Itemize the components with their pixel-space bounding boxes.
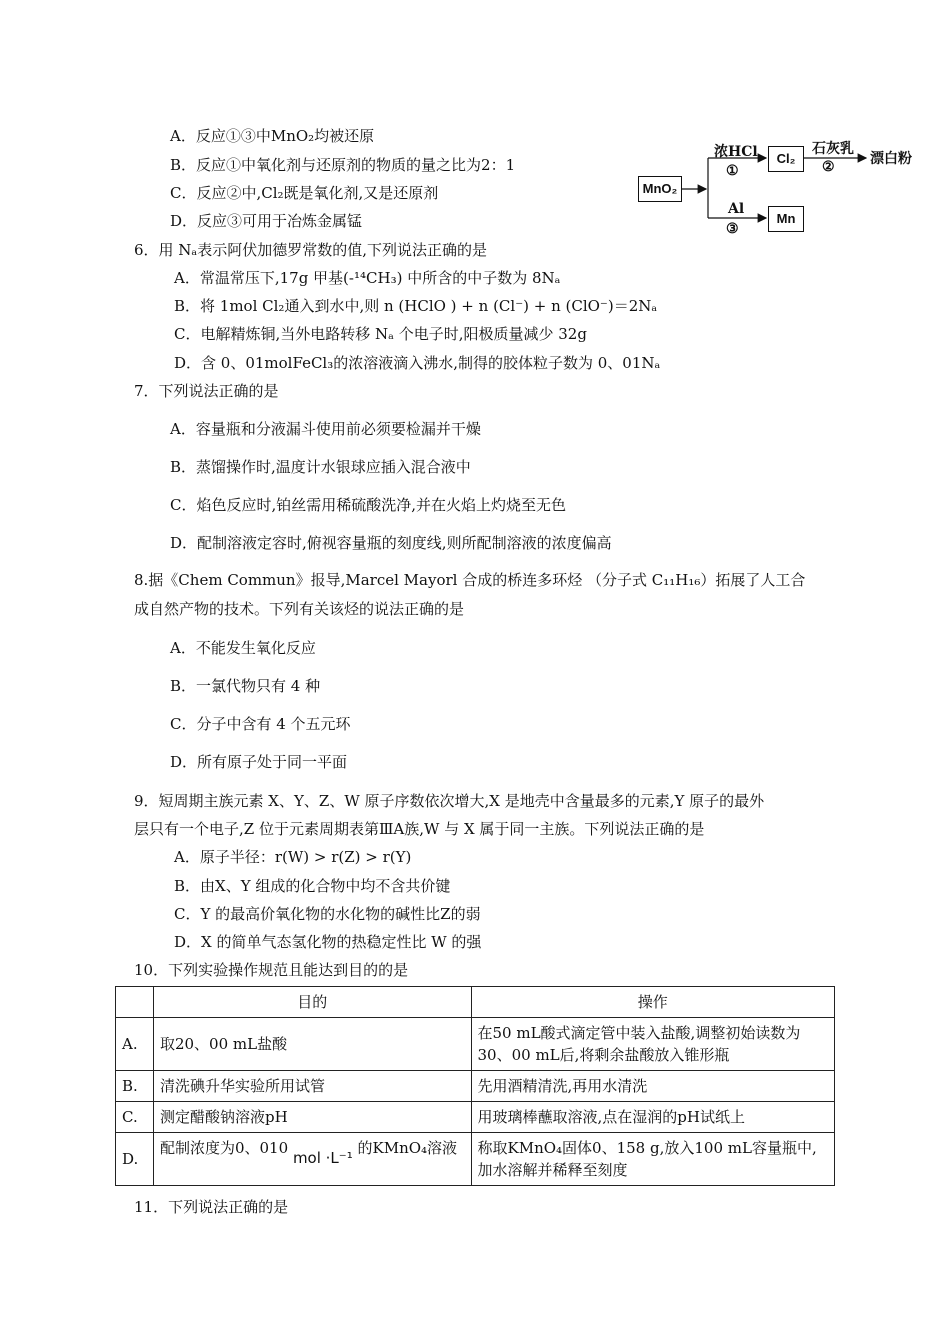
goal-prefix: 配制浓度为0、010: [159, 1139, 289, 1157]
q8-option-b: B．一氯代物只有 4 种: [170, 677, 321, 695]
row-operation: 在50 mL酸式滴定管中装入盐酸,调整初始读数为30、00 mL后,将剩余盐酸放入锥形瓶: [471, 1018, 834, 1071]
top-reagent-label: 浓HCl: [714, 144, 758, 160]
row-label: C.: [116, 1102, 154, 1133]
q6-option-b: B．将 1mol Cl₂通入到水中,则 n (HClO ) + n (Cl⁻) + n (ClO⁻)＝2Nₐ: [174, 297, 658, 315]
q6-option-d: D．含 0、01molFeCl₃的浓溶液滴入沸水,制得的胶体粒子数为 0、01Nₐ: [174, 354, 661, 372]
step-2-label: ②: [822, 159, 835, 175]
q8-stem-line2: 成自然产物的技术。下列有关该烃的说法正确的是: [134, 600, 465, 618]
row-goal: [153, 1133, 471, 1186]
table-row: [116, 1018, 835, 1071]
row-goal: 清洗碘升华实验所用试管: [153, 1071, 471, 1102]
row-operation: 用玻璃棒蘸取溶液,点在湿润的pH试纸上: [471, 1102, 834, 1133]
q7-option-b: B．蒸馏操作时,温度计水银球应插入混合液中: [170, 458, 471, 476]
row-label: D.: [116, 1133, 154, 1186]
q9-stem-line2: 层只有一个电子,Z 位于元素周期表第ⅢA族,W 与 X 属于同一主族。下列说法正确的是: [134, 820, 705, 838]
q10-table: [115, 986, 835, 1186]
row-operation: 称取KMnO₄固体0、158 g,放入100 mL容量瓶中,加水溶解并稀释至刻度: [471, 1133, 834, 1186]
q9-option-c: C．Y 的最高价氧化物的水化物的碱性比Z的弱: [174, 905, 481, 923]
table-header-row: [116, 987, 835, 1018]
q9-stem-line1: 9．短周期主族元素 X、Y、Z、W 原子序数依次增大,X 是地壳中含量最多的元素,Y 原子的最外: [134, 792, 765, 810]
row-goal: 取20、00 mL盐酸: [153, 1018, 471, 1071]
q9-option-d: D．X 的简单气态氢化物的热稳定性比 W 的强: [174, 933, 482, 951]
table-row: [116, 1071, 835, 1102]
table-row: [116, 1133, 835, 1186]
q5-option-b: B．反应①中氧化剂与还原剂的物质的量之比为2：1: [170, 156, 516, 174]
table-row: [116, 1102, 835, 1133]
bottom-reagent-label: Al: [728, 201, 745, 217]
q7-option-c: C．焰色反应时,铂丝需用稀硫酸洗净,并在火焰上灼烧至无色: [170, 496, 567, 514]
goal-unit: mol ·L⁻¹: [292, 1149, 353, 1167]
q8-option-a: A．不能发生氧化反应: [170, 639, 316, 657]
q5-option-c: C．反应②中,Cl₂既是氧化剂,又是还原剂: [170, 184, 439, 202]
mno2-box: MnO₂: [638, 176, 682, 202]
row-label: A.: [116, 1018, 154, 1071]
q5-option-a: A．反应①③中MnO₂均被还原: [170, 127, 375, 145]
mn-box: Mn: [768, 206, 804, 232]
q9-option-b: B．由X、Y 组成的化合物中均不含共价键: [174, 877, 451, 895]
q7-option-d: D．配制溶液定容时,俯视容量瓶的刻度线,则所配制溶液的浓度偏高: [170, 534, 612, 552]
q10-stem: 10．下列实验操作规范且能达到目的的是: [134, 961, 409, 979]
header-operation: 操作: [471, 987, 834, 1018]
q6-option-a: A．常温常压下,17g 甲基(-¹⁴CH₃) 中所含的中子数为 8Nₐ: [174, 269, 561, 287]
step-3-label: ③: [726, 221, 739, 237]
q8-stem-line1: 8.据《Chem Commun》报导,Marcel Mayorl 合成的桥连多环烃 （分子式 C₁₁H₁₆）拓展了人工合: [134, 571, 806, 589]
reaction-diagram: [634, 138, 934, 238]
right-reagent-label: 石灰乳: [812, 141, 854, 157]
q9-option-a: A．原子半径：r(W) > r(Z) > r(Y): [174, 848, 412, 866]
q6-stem: 6．用 Nₐ表示阿伏加德罗常数的值,下列说法正确的是: [134, 241, 487, 259]
q11-stem: 11．下列说法正确的是: [134, 1198, 289, 1216]
row-label: B.: [116, 1071, 154, 1102]
header-label: [116, 987, 154, 1018]
row-operation: 先用酒精清洗,再用水清洗: [471, 1071, 834, 1102]
q7-stem: 7．下列说法正确的是: [134, 382, 279, 400]
cl2-box: Cl₂: [768, 146, 804, 172]
q8-option-c: C．分子中含有 4 个五元环: [170, 715, 351, 733]
q6-option-c: C．电解精炼铜,当外电路转移 Nₐ 个电子时,阳极质量减少 32g: [174, 325, 587, 343]
row-goal: 测定醋酸钠溶液pH: [153, 1102, 471, 1133]
step-1-label: ①: [726, 163, 739, 179]
header-goal: 目的: [153, 987, 471, 1018]
q5-option-d: D．反应③可用于冶炼金属锰: [170, 212, 363, 230]
end-product-label: 漂白粉: [870, 151, 912, 167]
goal-suffix: 的KMnO₄溶液: [357, 1139, 458, 1157]
q8-option-d: D．所有原子处于同一平面: [170, 753, 348, 771]
q7-option-a: A．容量瓶和分液漏斗使用前必须要检漏并干燥: [170, 420, 481, 438]
